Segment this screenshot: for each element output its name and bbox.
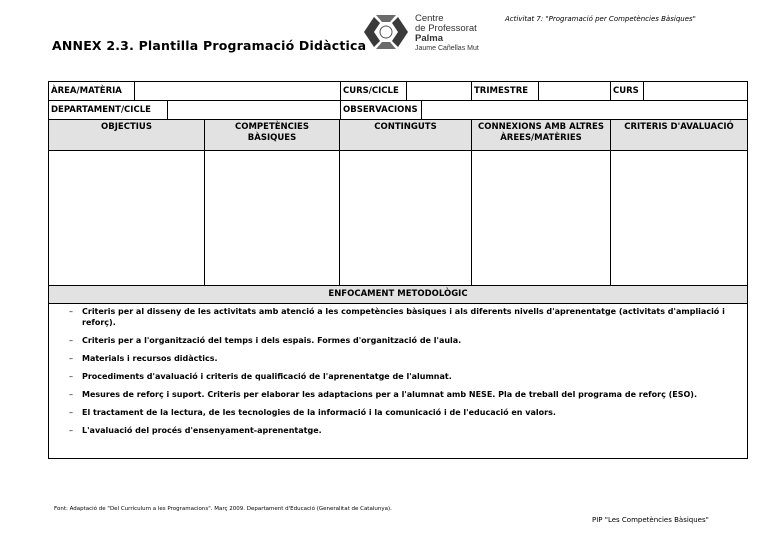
area-materia-field[interactable] bbox=[135, 82, 341, 100]
continguts-cell[interactable] bbox=[340, 151, 472, 285]
list-item: – El tractament de la lectura, de les tecnologies de la informació i la comunicació i de l'educació en valors. bbox=[69, 408, 556, 417]
list-item: – Criteris per a l'organització del temps i dels espais. Formes d'organització de l'aula. bbox=[69, 336, 462, 345]
label-curs-cicle: CURS/CICLE bbox=[341, 82, 407, 100]
enfocament-list bbox=[69, 306, 745, 443]
objectius-cell[interactable] bbox=[49, 151, 205, 285]
list-item-text: Materials i recursos didàctics. bbox=[82, 354, 218, 363]
source-note: Font: Adaptació de "Del Currículum a les Programacions". Març 2009. Departament d'Educació (Generalitat de Catalunya). bbox=[54, 506, 392, 512]
col-header-objectius: OBJECTIUS bbox=[49, 120, 205, 150]
list-item-text: Mesures de reforç i suport. Criteris per elaborar les adaptacions per a l'alumnat amb NESE. Pla de treball del programa de reforç (ESO). bbox=[82, 390, 697, 399]
col-header-connexions: CONNEXIONS AMB ALTRES ÀREES/MATÈRIES bbox=[472, 120, 611, 150]
list-item-text: L'avaluació del procés d'ensenyament-aprenentatge. bbox=[82, 426, 322, 435]
list-item-text: Procediments d'avaluació i criteris de qualificació de l'aprenentatge de l'alumnat. bbox=[82, 372, 452, 381]
competencies-cell[interactable] bbox=[205, 151, 340, 285]
connexions-cell[interactable] bbox=[472, 151, 611, 285]
center-line-4: Jaume Cañellas Mut bbox=[415, 45, 479, 52]
departament-cicle-field[interactable] bbox=[168, 101, 341, 119]
col-header-criteris: CRITERIS D'AVALUACIÓ bbox=[624, 122, 734, 132]
list-item-text: Criteris per al disseny de les activitats amb atenció a les competències bàsiques i als diferents nivells d'aprenentatge (activitats d'ampliació i reforç). bbox=[82, 307, 725, 327]
document-title: ANNEX 2.3. Plantilla Programació Didàctica bbox=[52, 38, 367, 53]
table-row-area bbox=[49, 82, 747, 101]
center-line-2: de Professorat bbox=[415, 23, 477, 34]
label-curs: CURS bbox=[611, 82, 644, 100]
pip-footer: PIP "Les Competències Bàsiques" bbox=[592, 516, 709, 524]
enfocament-title: ENFOCAMENT METODOLÒGIC bbox=[328, 289, 468, 299]
center-name bbox=[415, 14, 479, 53]
center-line-1: Centre bbox=[415, 13, 444, 24]
list-item-text: El tractament de la lectura, de les tecnologies de la informació i la comunicació i de l'educació en valors. bbox=[82, 408, 556, 417]
list-item: – Criteris per al disseny de les activitats amb atenció a les competències bàsiques i als diferents nivells d'aprenentatge (activitats d'ampliació i reforç). bbox=[69, 307, 725, 327]
table-header-row bbox=[49, 120, 747, 151]
observacions-field[interactable] bbox=[422, 101, 747, 119]
curs-cicle-field[interactable] bbox=[407, 82, 472, 100]
col-header-competencies: COMPETÈNCIES BÀSIQUES bbox=[205, 120, 340, 150]
trimestre-field[interactable] bbox=[539, 82, 611, 100]
list-item: – Procediments d'avaluació i criteris de qualificació de l'aprenentatge de l'alumnat. bbox=[69, 372, 452, 381]
curs-field[interactable] bbox=[644, 82, 747, 100]
list-item: – Materials i recursos didàctics. bbox=[69, 354, 218, 363]
activity-label: Activitat 7: "Programació per Competències Bàsiques" bbox=[505, 15, 696, 23]
center-line-3: Palma bbox=[415, 33, 443, 44]
label-departament-cicle: DEPARTAMENT/CICLE bbox=[49, 101, 168, 119]
col-header-continguts: CONTINGUTS bbox=[340, 120, 472, 150]
label-observacions: OBSERVACIONS bbox=[341, 101, 422, 119]
cep-logo-icon bbox=[362, 11, 410, 53]
programming-template-table bbox=[48, 81, 748, 459]
list-item-text: Criteris per a l'organització del temps i dels espais. Formes d'organització de l'aula. bbox=[82, 336, 462, 345]
list-item: – Mesures de reforç i suport. Criteris per elaborar les adaptacions per a l'alumnat amb NESE. Pla de treball del programa de reforç (ESO). bbox=[69, 390, 697, 399]
table-body-row bbox=[49, 151, 747, 286]
criteris-cell[interactable] bbox=[611, 151, 747, 285]
list-item: – L'avaluació del procés d'ensenyament-aprenentatge. bbox=[69, 426, 322, 435]
label-area-materia: ÀREA/MATÈRIA bbox=[49, 82, 135, 100]
enfocament-header-row bbox=[49, 286, 747, 304]
table-row-departament bbox=[49, 101, 747, 120]
label-trimestre: TRIMESTRE bbox=[472, 82, 539, 100]
